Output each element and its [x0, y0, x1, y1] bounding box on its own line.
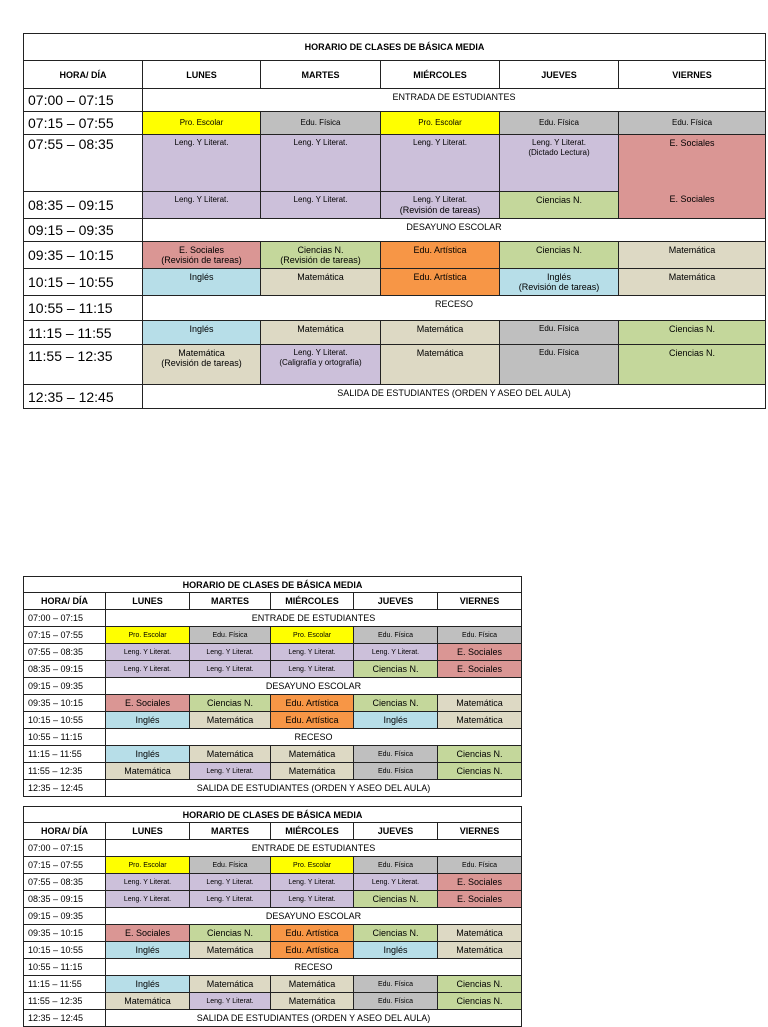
class-cell: Ciencias N.	[438, 993, 522, 1010]
header-lunes: LUNES	[106, 823, 190, 840]
header-viernes: VIERNES	[438, 823, 522, 840]
class-cell: Leng. Y Literat.	[261, 135, 381, 192]
time-slot: 08:35 – 09:15	[24, 192, 143, 219]
class-cell: Leng. Y Literat.	[106, 874, 190, 891]
time-slot: 07:55 – 08:35	[24, 644, 106, 661]
class-cell: E. Sociales	[106, 695, 190, 712]
desayuno-row: DESAYUNO ESCOLAR	[106, 678, 522, 695]
time-slot: 10:55 – 11:15	[24, 959, 106, 976]
class-cell: Edu. Física	[500, 321, 619, 345]
class-cell: Ciencias N.	[438, 976, 522, 993]
class-name: Ciencias N.	[297, 245, 344, 255]
time-slot: 09:35 – 10:15	[24, 925, 106, 942]
header-hora: HORA/ DÍA	[24, 593, 106, 610]
header-miercoles: MIÉRCOLES	[271, 593, 354, 610]
class-note: (Dictado Lectura)	[528, 148, 590, 157]
class-cell: Inglés	[143, 269, 261, 296]
time-slot: 07:00 – 07:15	[24, 610, 106, 627]
class-cell: Edu. Física	[354, 763, 438, 780]
class-name: Inglés	[546, 272, 572, 282]
class-cell: Edu. Física	[619, 112, 766, 135]
class-cell: Matemática	[271, 976, 354, 993]
receso-row: RECESO	[106, 959, 522, 976]
class-cell: Inglés	[354, 712, 438, 729]
class-cell: Leng. Y Literat.	[143, 192, 261, 219]
class-cell: Matemática	[261, 321, 381, 345]
header-martes: MARTES	[261, 61, 381, 89]
time-slot: 10:15 – 10:55	[24, 269, 143, 296]
header-miercoles: MIÉRCOLES	[381, 61, 500, 89]
time-slot: 11:15 – 11:55	[24, 746, 106, 763]
class-cell: Leng. Y Literat.	[143, 135, 261, 192]
class-cell: Edu. Artística	[381, 269, 500, 296]
class-cell: Leng. Y Literat.	[190, 891, 271, 908]
time-slot: 10:15 – 10:55	[24, 712, 106, 729]
time-slot: 09:35 – 10:15	[24, 695, 106, 712]
class-cell: Ciencias N.	[190, 925, 271, 942]
class-cell: Edu. Física	[354, 857, 438, 874]
class-cell: Matemática	[271, 763, 354, 780]
class-cell: Edu. Física	[354, 993, 438, 1010]
class-cell: Leng. Y Literat.	[190, 874, 271, 891]
class-cell: E. Sociales	[106, 925, 190, 942]
class-cell: Edu. Artística	[271, 695, 354, 712]
class-cell: Pro. Escolar	[106, 627, 190, 644]
class-cell: Pro. Escolar	[271, 627, 354, 644]
time-slot: 07:15 – 07:55	[24, 112, 143, 135]
class-name: Leng. Y Literat.	[413, 195, 467, 204]
class-cell: Matemática	[619, 269, 766, 296]
class-cell: Matemática	[190, 976, 271, 993]
time-slot: 07:00 – 07:15	[24, 89, 143, 112]
class-cell: Edu. Artística	[271, 712, 354, 729]
schedule-table-small	[23, 806, 522, 1027]
class-cell: E. Sociales	[438, 644, 522, 661]
class-note: (Revisión de tareas)	[280, 255, 361, 265]
header-jueves: JUEVES	[500, 61, 619, 89]
class-cell: Ciencias N.	[438, 746, 522, 763]
class-cell: Matemática	[619, 242, 766, 269]
class-cell: Ciencias N.	[619, 345, 766, 385]
class-cell: Edu. Física	[354, 976, 438, 993]
class-cell: Leng. Y Literat.	[106, 644, 190, 661]
time-slot: 07:55 – 08:35	[24, 135, 143, 192]
time-slot: 11:55 – 12:35	[24, 763, 106, 780]
class-name: Matemática	[178, 348, 225, 358]
class-cell: Ciencias N.	[438, 763, 522, 780]
class-name: E. Sociales	[178, 245, 225, 255]
class-cell: Ciencias N.	[354, 695, 438, 712]
class-cell: Inglés	[354, 942, 438, 959]
class-cell	[261, 242, 381, 269]
class-cell: Pro. Escolar	[143, 112, 261, 135]
class-cell	[261, 345, 381, 385]
schedule-table-small	[23, 576, 522, 797]
receso-row: RECESO	[106, 729, 522, 746]
class-cell: Leng. Y Literat.	[190, 644, 271, 661]
class-cell: Edu. Física	[354, 746, 438, 763]
time-slot: 07:55 – 08:35	[24, 874, 106, 891]
class-cell: Matemática	[381, 321, 500, 345]
class-cell: Matemática	[438, 695, 522, 712]
class-cell: Pro. Escolar	[106, 857, 190, 874]
header-viernes: VIERNES	[438, 593, 522, 610]
class-note: (Caligrafía y ortografía)	[279, 358, 362, 367]
header-jueves: JUEVES	[354, 593, 438, 610]
class-cell: Ciencias N.	[354, 891, 438, 908]
class-cell: E. Sociales	[438, 874, 522, 891]
class-note: (Revisión de tareas)	[161, 358, 242, 368]
class-cell	[500, 269, 619, 296]
class-cell: Matemática	[106, 763, 190, 780]
class-cell: Inglés	[106, 942, 190, 959]
class-cell: Ciencias N.	[354, 661, 438, 678]
header-lunes: LUNES	[106, 593, 190, 610]
class-cell: Matemática	[271, 746, 354, 763]
entrada-row: ENTRADE DE ESTUDIANTES	[106, 840, 522, 857]
schedule-table-large	[23, 33, 766, 409]
class-cell: Ciencias N.	[190, 695, 271, 712]
class-cell: Leng. Y Literat.	[271, 874, 354, 891]
time-slot: 11:55 – 12:35	[24, 993, 106, 1010]
class-cell: Matemática	[190, 746, 271, 763]
class-cell: Ciencias N.	[500, 192, 619, 219]
class-cell: Matemática	[190, 942, 271, 959]
time-slot: 09:15 – 09:35	[24, 219, 143, 242]
header-hora: HORA/ DÍA	[24, 823, 106, 840]
class-name: E. Sociales	[669, 194, 715, 204]
time-slot: 12:35 – 12:45	[24, 385, 143, 409]
table-title: HORARIO DE CLASES DE BÁSICA MEDIA	[24, 807, 522, 823]
class-cell: Edu. Artística	[271, 942, 354, 959]
salida-row: SALIDA DE ESTUDIANTES (ORDEN Y ASEO DEL AULA)	[143, 385, 766, 409]
class-cell: E. Sociales	[438, 891, 522, 908]
class-cell: Leng. Y Literat.	[261, 192, 381, 219]
class-cell: Leng. Y Literat.	[190, 661, 271, 678]
class-cell: Leng. Y Literat.	[381, 135, 500, 192]
time-slot: 07:15 – 07:55	[24, 627, 106, 644]
class-name: Leng. Y Literat.	[293, 348, 348, 357]
class-cell: Matemática	[190, 712, 271, 729]
class-cell: Inglés	[106, 746, 190, 763]
class-cell: Matemática	[271, 993, 354, 1010]
class-cell: Ciencias N.	[500, 242, 619, 269]
class-cell	[381, 192, 500, 219]
header-martes: MARTES	[190, 593, 271, 610]
header-lunes: LUNES	[143, 61, 261, 89]
class-cell: Edu. Física	[190, 857, 271, 874]
time-slot: 12:35 – 12:45	[24, 780, 106, 797]
salida-row: SALIDA DE ESTUDIANTES (ORDEN Y ASEO DEL AULA)	[106, 780, 522, 797]
time-slot: 10:15 – 10:55	[24, 942, 106, 959]
entrada-row: ENTRADE DE ESTUDIANTES	[106, 610, 522, 627]
class-cell: Leng. Y Literat.	[354, 874, 438, 891]
class-cell: Inglés	[143, 321, 261, 345]
class-cell: Edu. Artística	[271, 925, 354, 942]
header-viernes: VIERNES	[619, 61, 766, 89]
header-miercoles: MIÉRCOLES	[271, 823, 354, 840]
class-cell: Matemática	[438, 925, 522, 942]
time-slot: 11:55 – 12:35	[24, 345, 143, 385]
class-cell: Leng. Y Literat.	[271, 644, 354, 661]
time-slot: 10:55 – 11:15	[24, 296, 143, 321]
time-slot: 07:00 – 07:15	[24, 840, 106, 857]
class-cell	[143, 242, 261, 269]
time-slot: 08:35 – 09:15	[24, 891, 106, 908]
class-cell	[500, 135, 619, 192]
time-slot: 09:15 – 09:35	[24, 678, 106, 695]
class-cell: Matemática	[106, 993, 190, 1010]
table-title: HORARIO DE CLASES DE BÁSICA MEDIA	[24, 34, 766, 61]
class-cell: Matemática	[438, 942, 522, 959]
class-cell: Edu. Física	[500, 112, 619, 135]
time-slot: 11:15 – 11:55	[24, 321, 143, 345]
header-martes: MARTES	[190, 823, 271, 840]
class-cell: Matemática	[438, 712, 522, 729]
class-cell: Pro. Escolar	[271, 857, 354, 874]
class-cell: Edu. Física	[438, 627, 522, 644]
class-cell: Edu. Artística	[381, 242, 500, 269]
class-cell: Leng. Y Literat.	[190, 763, 271, 780]
time-slot: 09:15 – 09:35	[24, 908, 106, 925]
class-name: E. Sociales	[669, 138, 715, 148]
class-cell: Leng. Y Literat.	[106, 891, 190, 908]
class-cell: Edu. Física	[500, 345, 619, 385]
header-hora: HORA/ DÍA	[24, 61, 143, 89]
receso-row: RECESO	[143, 296, 766, 321]
class-cell: Matemática	[261, 269, 381, 296]
class-note: (Revisión de tareas)	[161, 255, 242, 265]
class-cell: Pro. Escolar	[381, 112, 500, 135]
class-cell: Ciencias N.	[354, 925, 438, 942]
time-slot: 10:55 – 11:15	[24, 729, 106, 746]
time-slot: 08:35 – 09:15	[24, 661, 106, 678]
class-cell: Leng. Y Literat.	[354, 644, 438, 661]
entrada-row: ENTRADA DE ESTUDIANTES	[143, 89, 766, 112]
class-cell: Leng. Y Literat.	[106, 661, 190, 678]
time-slot: 12:35 – 12:45	[24, 1010, 106, 1027]
class-cell: Edu. Física	[261, 112, 381, 135]
class-cell	[143, 345, 261, 385]
class-cell: Edu. Física	[354, 627, 438, 644]
class-cell: Inglés	[106, 712, 190, 729]
time-slot: 09:35 – 10:15	[24, 242, 143, 269]
class-cell: Leng. Y Literat.	[271, 661, 354, 678]
class-cell: Leng. Y Literat.	[190, 993, 271, 1010]
header-jueves: JUEVES	[354, 823, 438, 840]
class-cell: Ciencias N.	[619, 321, 766, 345]
time-slot: 11:15 – 11:55	[24, 976, 106, 993]
time-slot: 07:15 – 07:55	[24, 857, 106, 874]
class-note: (Revisión de tareas)	[399, 205, 481, 215]
class-cell: E. Sociales	[438, 661, 522, 678]
class-cell: Edu. Física	[190, 627, 271, 644]
class-name: Leng. Y Literat.	[532, 138, 586, 147]
class-cell: Inglés	[106, 976, 190, 993]
desayuno-row: DESAYUNO ESCOLAR	[106, 908, 522, 925]
class-cell: Matemática	[381, 345, 500, 385]
salida-row: SALIDA DE ESTUDIANTES (ORDEN Y ASEO DEL AULA)	[106, 1010, 522, 1027]
desayuno-row: DESAYUNO ESCOLAR	[143, 219, 766, 242]
class-cell: Leng. Y Literat.	[271, 891, 354, 908]
class-note: (Revisión de tareas)	[518, 282, 600, 292]
table-title: HORARIO DE CLASES DE BÁSICA MEDIA	[24, 577, 522, 593]
class-cell: Edu. Física	[438, 857, 522, 874]
class-cell	[619, 135, 766, 219]
